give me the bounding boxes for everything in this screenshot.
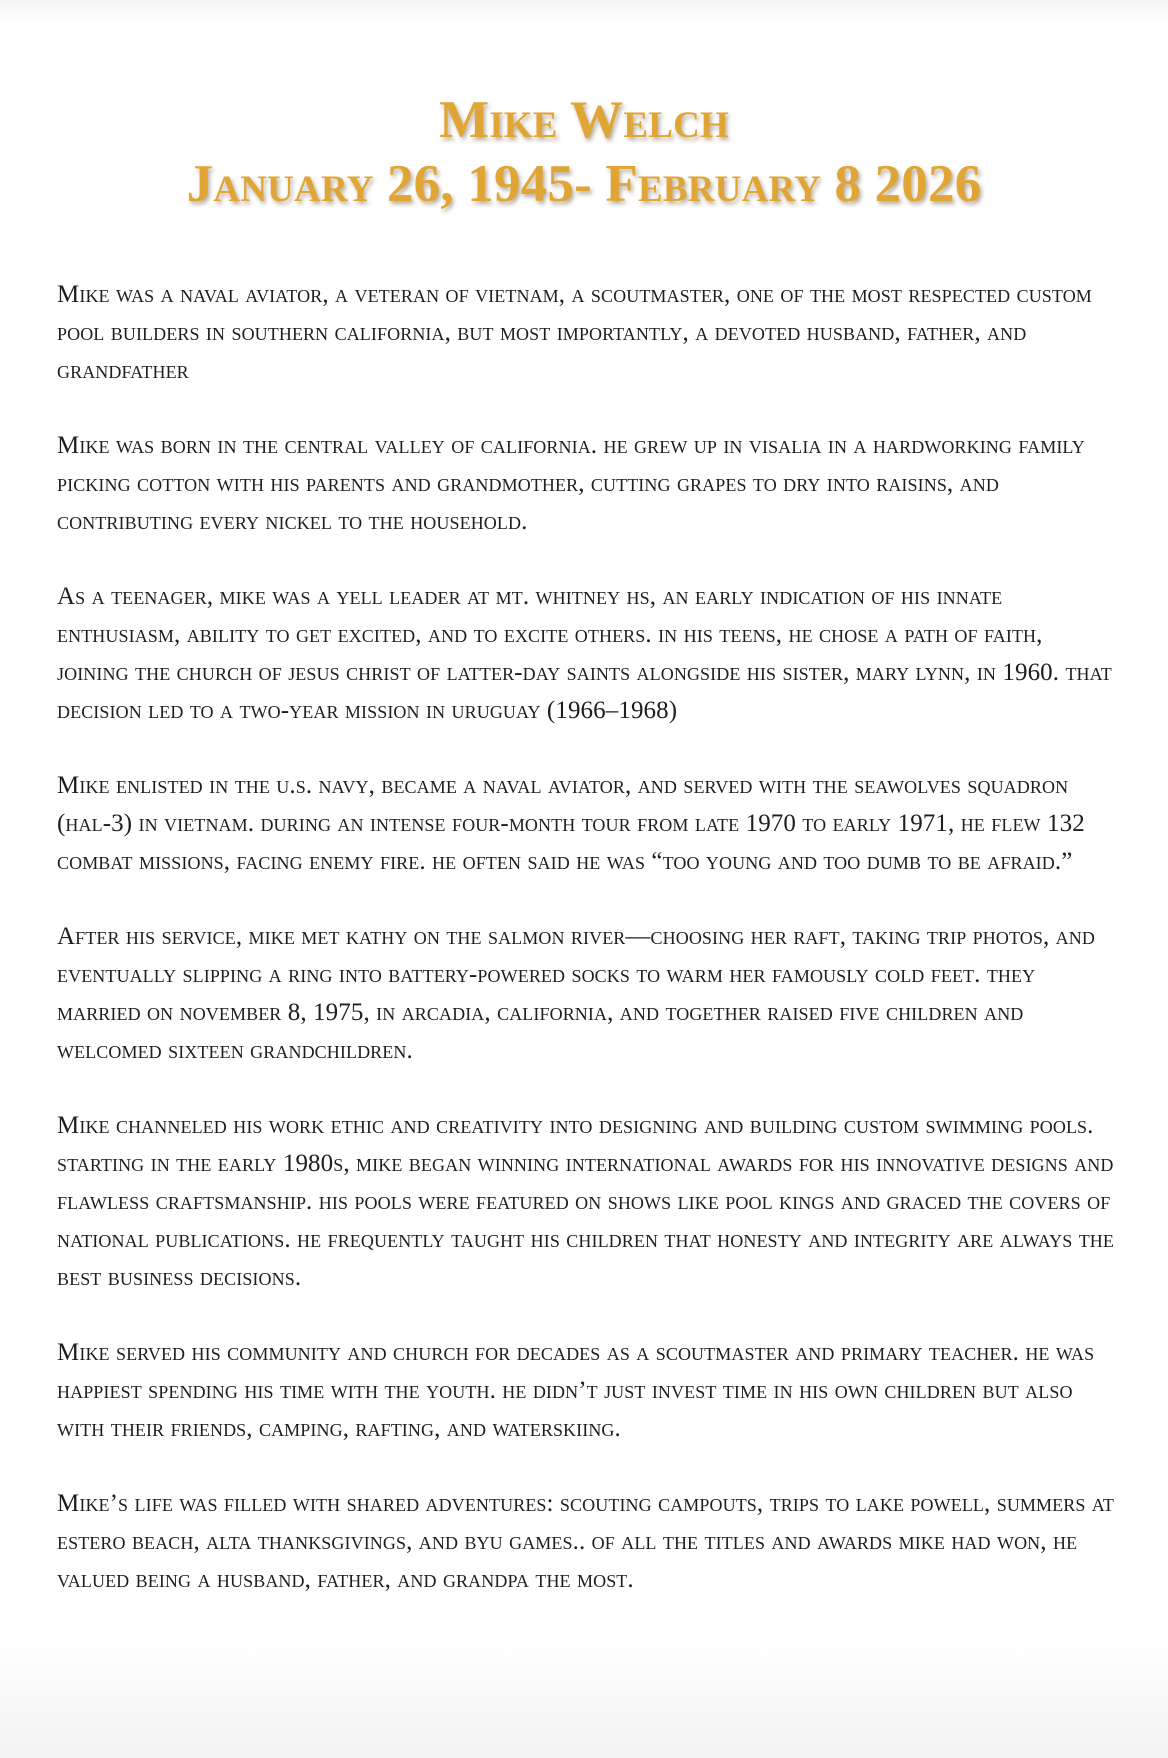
- paragraph-community-service: Mike served his community and church for decades as a scoutmaster and primary teacher. he was happiest spending his time with the youth. he didn’t just invest time in his own children but also with their friends, camping, rafting, and waterskiing.: [57, 1339, 1095, 1442]
- page-title-dates: January 26, 1945- February 8 2026: [186, 155, 982, 213]
- paragraph-navy-service: Mike enlisted in the u.s. navy, became a naval aviator, and served with the seawolves squadron (hal-3) in vietnam. during an intense four-month tour from late 1970 to early 1971, he flew 132 combat missions, facing enemy fire. he often said he was “too young and too dumb to be afraid.”: [57, 772, 1085, 875]
- paragraph-teenage-years: As a teenager, mike was a yell leader at mt. whitney hs, an early indication of his innate enthusiasm, ability to get excited, and to excite others. in his teens, he chose a path of faith, joining the church of jesus christ of latter-day saints alongside his sister, mary lynn, in 1960. that decision led to a two-year mission in uruguay (1966–1968): [57, 583, 1112, 724]
- obituary-body: [0, 276, 1168, 1599]
- paragraph-intro: Mike was a naval aviator, a veteran of vietnam, a scoutmaster, one of the most respected custom pool builders in southern california, but most importantly, a devoted husband, father, and grandfather: [57, 281, 1092, 384]
- paragraph-marriage: After his service, mike met kathy on the salmon river—choosing her raft, taking trip photos, and eventually slipping a ring into battery-powered socks to warm her famously cold feet. they married on november 8, 1975, in arcadia, california, and together raised five children and welcomed sixteen grandchildren.: [57, 923, 1095, 1064]
- paragraph-career: Mike channeled his work ethic and creativity into designing and building custom swimming pools. starting in the early 1980s, mike began winning international awards for his innovative designs and flawless craftsmanship. his pools were featured on shows like pool kings and graced the covers of national publications. he frequently taught his children that honesty and integrity are always the best business decisions.: [57, 1112, 1114, 1291]
- page-title-name: Mike Welch: [438, 91, 730, 149]
- paragraph-adventures: Mike’s life was filled with shared adventures: scouting campouts, trips to lake powell, summers at estero beach, alta thanksgivings, and byu games.. of all the titles and awards mike had won, he valued being a husband, father, and grandpa the most.: [57, 1490, 1114, 1593]
- title-block: [0, 88, 1168, 216]
- paragraph-childhood: Mike was born in the central valley of california. he grew up in visalia in a hardworking family picking cotton with his parents and grandmother, cutting grapes to dry into raisins, and contributing every nickel to the household.: [57, 432, 1085, 535]
